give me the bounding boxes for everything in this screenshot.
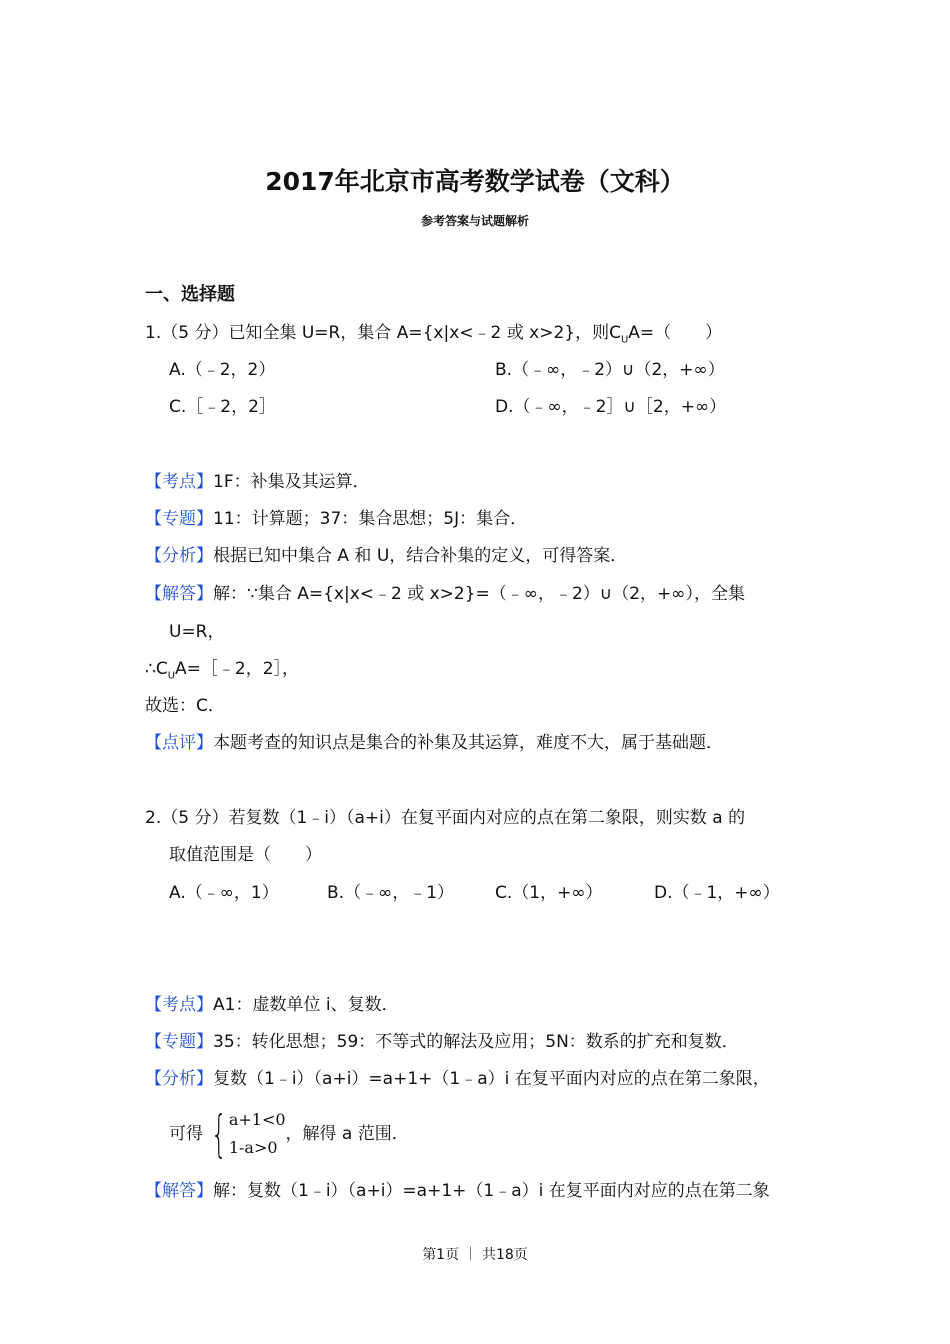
- tag-fenxi: 【分析】: [145, 1069, 213, 1089]
- brace-icon: {: [210, 1105, 227, 1163]
- q1-kaodian: [145, 471, 370, 493]
- q2-option-b: B.（﹣∞，﹣1）: [327, 883, 455, 903]
- q1-option-a: A.（﹣2，2）: [169, 360, 276, 380]
- page-footer: 第1页 ｜ 共18页: [422, 1247, 528, 1263]
- q2-option-d: D.（﹣1，+∞）: [654, 883, 780, 903]
- kaodian-text: A1：虚数单位 i、复数．: [213, 995, 399, 1015]
- jieda3-text-2: A=［﹣2，2］，: [175, 659, 300, 679]
- fenxi-text: 根据已知中集合 A 和 U，结合补集的定义，可得答案．: [213, 546, 628, 566]
- q1-jieda-line3: [145, 658, 299, 687]
- q2-zhuanti: [145, 1031, 739, 1053]
- q2-kaodian: [145, 994, 399, 1016]
- q1-dianping: [145, 732, 723, 754]
- tag-jieda: 【解答】: [145, 1181, 213, 1201]
- tag-dianping: 【点评】: [145, 733, 213, 753]
- tag-zhuanti: 【专题】: [145, 509, 213, 529]
- q2-stem: 2.（5 分）若复数（1﹣i）（a+i）在复平面内对应的点在第二象限，则实数 a 的: [145, 808, 746, 828]
- q1-stem-text-2: A=（ ）: [628, 323, 723, 343]
- fenxi2-pre: 可得: [169, 1124, 203, 1144]
- q1-jieda-line2: U=R，: [169, 622, 225, 642]
- inequality-2: 1-a>0: [228, 1138, 278, 1157]
- q1-option-c: C.［﹣2，2］: [169, 397, 276, 417]
- kaodian-text: 1F：补集及其运算．: [213, 472, 370, 492]
- jieda3-sub: U: [167, 670, 176, 682]
- q1-stem: [145, 322, 722, 351]
- q2-jieda: [145, 1180, 770, 1202]
- jieda-text: 解：复数（1﹣i）（a+i）=a+1+（1﹣a）i 在复平面内对应的点在第二象: [213, 1181, 770, 1201]
- tag-kaodian: 【考点】: [145, 472, 213, 492]
- q1-option-d: D.（﹣∞，﹣2］∪［2，+∞）: [495, 397, 727, 417]
- fenxi-text: 复数（1﹣i）（a+i）=a+1+（1﹣a）i 在复平面内对应的点在第二象限，: [213, 1069, 770, 1089]
- q1-stem-text: 1.（5 分）已知全集 U=R，集合 A={x|x<﹣2 或 x>2}，则C: [145, 323, 621, 343]
- tag-jieda: 【解答】: [145, 584, 213, 604]
- q1-jieda: [145, 583, 745, 605]
- zhuanti-text: 11：计算题；37：集合思想；5J：集合．: [213, 509, 528, 529]
- jieda-text: 解：∵集合 A={x|x<﹣2 或 x>2}=（﹣∞，﹣2）∪（2，+∞），全集: [213, 584, 745, 604]
- q1-answer: 故选：C．: [145, 696, 225, 716]
- page-title: 2017年北京市高考数学试卷（文科）: [265, 167, 685, 196]
- tag-fenxi: 【分析】: [145, 546, 213, 566]
- jieda3-text: ∴C: [145, 659, 168, 679]
- q1-option-b: B.（﹣∞，﹣2）∪（2，+∞）: [495, 360, 725, 380]
- inequality-1: a+1<0: [228, 1110, 286, 1129]
- q2-stem-line2: 取值范围是（ ）: [169, 845, 322, 865]
- inequality-system: [203, 1106, 286, 1162]
- q2-option-a: A.（﹣∞，1）: [169, 883, 279, 903]
- tag-zhuanti: 【专题】: [145, 1032, 213, 1052]
- dianping-text: 本题考查的知识点是集合的补集及其运算，难度不大，属于基础题．: [213, 733, 723, 753]
- page-subtitle: 参考答案与试题解析: [420, 214, 529, 228]
- q2-fenxi: [145, 1068, 770, 1090]
- q1-fenxi: [145, 545, 627, 567]
- section-heading: 一、选择题: [145, 284, 235, 305]
- q2-option-c: C.（1，+∞）: [495, 883, 603, 903]
- q2-fenxi-line2: [169, 1106, 409, 1162]
- q1-stem-sub: U: [620, 334, 629, 346]
- zhuanti-text: 35：转化思想；59：不等式的解法及应用；5N：数系的扩充和复数．: [213, 1032, 739, 1052]
- fenxi2-post: ，解得 a 范围．: [285, 1124, 409, 1144]
- tag-kaodian: 【考点】: [145, 995, 213, 1015]
- q1-zhuanti: [145, 508, 527, 530]
